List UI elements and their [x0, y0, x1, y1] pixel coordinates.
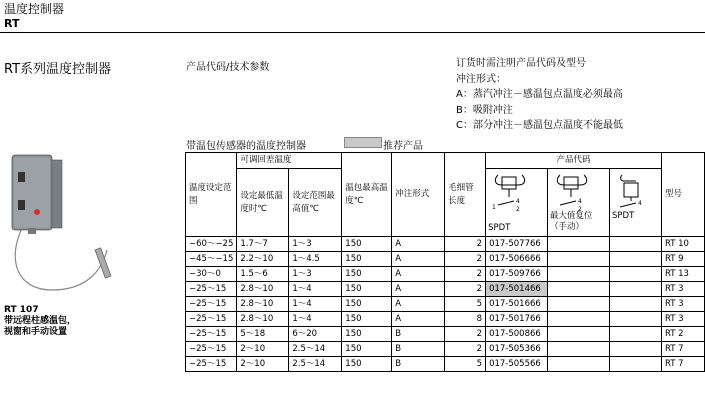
cell-diff-max: 1～3	[289, 237, 342, 252]
cell-code-spdt2	[610, 327, 662, 342]
cell-diff-max: 1～3	[289, 267, 342, 282]
order-note-c: C：部分冲注－感温包点温度不能最低	[456, 120, 623, 131]
cell-model: RT 13	[661, 267, 704, 282]
cell-diff-max: 1～4	[289, 282, 342, 297]
cell-charge: A	[392, 237, 445, 252]
cell-max-bulb: 150	[342, 327, 392, 342]
device-caption-model: RT 107	[4, 305, 39, 315]
legend-swatch	[344, 137, 382, 148]
cell-max-bulb: 150	[342, 342, 392, 357]
cell-max-bulb: 150	[342, 312, 392, 327]
cell-diff-max: 2.5～14	[289, 357, 342, 372]
cell-code-spdt: 017-500866	[486, 327, 548, 342]
table-row	[186, 282, 705, 297]
table-caption: 带温包传感器的温度控制器	[186, 141, 306, 152]
svg-text:4: 4	[638, 200, 642, 207]
cell-model: RT 7	[661, 342, 704, 357]
cell-diff-min: 2.2～10	[237, 252, 289, 267]
series-title: RT系列温度控制器	[4, 62, 112, 77]
params-title: 产品代码/技术参数	[186, 62, 270, 73]
svg-text:2: 2	[578, 206, 582, 211]
cell-temp-range: −30～0	[186, 267, 237, 282]
header-reset-cell	[548, 169, 610, 237]
cell-temp-range: −25～15	[186, 297, 237, 312]
spdt-box-switch-icon	[612, 171, 652, 211]
cell-code-spdt2	[610, 297, 662, 312]
header-temp-range: 温度设定范围	[186, 153, 237, 237]
cell-max-bulb: 150	[342, 252, 392, 267]
header-diff-max: 设定范围最高值℃	[289, 169, 342, 237]
svg-text:4: 4	[578, 198, 582, 205]
header-diff: 可调回差温度	[237, 153, 342, 169]
header-spdt2: SPDT	[612, 211, 635, 221]
cell-code-reset	[548, 297, 610, 312]
device-caption	[4, 305, 76, 338]
cell-diff-max: 1～4	[289, 297, 342, 312]
cell-model: RT 3	[661, 282, 704, 297]
legend-text: 推荐产品	[383, 141, 423, 152]
header-charge: 冲注形式	[392, 153, 445, 237]
table-row	[186, 342, 705, 357]
cell-diff-min: 1.5～6	[237, 267, 289, 282]
order-note-line2: 冲注形式：	[456, 73, 506, 85]
cell-code-reset	[548, 237, 610, 252]
cell-charge: B	[392, 342, 445, 357]
cell-diff-min: 2～10	[237, 357, 289, 372]
cell-temp-range: −25～15	[186, 327, 237, 342]
cell-capillary: 8	[445, 312, 486, 327]
header-spdt1-cell	[486, 169, 548, 237]
cell-code-spdt2	[610, 357, 662, 372]
cell-model: RT 7	[661, 357, 704, 372]
rt107-device-image	[2, 150, 112, 300]
cell-code-spdt2	[610, 282, 662, 297]
cell-capillary: 2	[445, 267, 486, 282]
order-note-line1: 订货时需注明产品代码及型号	[456, 58, 586, 69]
max-reset-switch-icon	[550, 171, 594, 211]
header-capillary: 毛细管长度	[445, 153, 486, 237]
cell-code-reset	[548, 252, 610, 267]
cell-code-spdt2	[610, 237, 662, 252]
cell-model: RT 10	[661, 237, 704, 252]
table-row	[186, 357, 705, 372]
cell-code-spdt2	[610, 252, 662, 267]
cell-code-reset	[548, 342, 610, 357]
cell-code-spdt2	[610, 267, 662, 282]
cell-max-bulb: 150	[342, 282, 392, 297]
device-illustration	[2, 150, 112, 300]
cell-diff-max: 2.5～14	[289, 342, 342, 357]
cell-capillary: 2	[445, 342, 486, 357]
cell-diff-min: 2～10	[237, 342, 289, 357]
page-header-code: RT	[4, 17, 20, 30]
cell-code-reset	[548, 327, 610, 342]
cell-capillary: 2	[445, 237, 486, 252]
cell-charge: A	[392, 297, 445, 312]
cell-model: RT 9	[661, 252, 704, 267]
order-note-a: A：蒸汽冲注－感温包点温度必须最高	[456, 89, 623, 100]
page-header-title: 温度控制器	[4, 2, 65, 16]
cell-code-spdt: 017-506666	[486, 252, 548, 267]
cell-charge: A	[392, 252, 445, 267]
table-row	[186, 252, 705, 267]
cell-diff-min: 5～18	[237, 327, 289, 342]
cell-model: RT 3	[661, 312, 704, 327]
header-divider	[0, 32, 705, 33]
svg-text:1: 1	[492, 204, 496, 211]
cell-temp-range: −25～15	[186, 312, 237, 327]
device-caption-line1: 带远程柱感温包，	[4, 316, 77, 326]
cell-capillary: 5	[445, 357, 486, 372]
cell-diff-min: 2.8～10	[237, 282, 289, 297]
cell-code-spdt: 017-501666	[486, 297, 548, 312]
cell-capillary: 2	[445, 327, 486, 342]
spdt-switch-icon	[488, 171, 532, 223]
cell-capillary: 5	[445, 297, 486, 312]
cell-code-spdt: 017-505566	[486, 357, 548, 372]
cell-temp-range: −60～−25	[186, 237, 237, 252]
cell-code-spdt: 017-501766	[486, 312, 548, 327]
cell-code-spdt: 017-509766	[486, 267, 548, 282]
device-caption-line2: 视窗和手动设置	[4, 327, 68, 337]
table-row	[186, 267, 705, 282]
spec-table-body	[186, 237, 705, 372]
cell-capillary: 2	[445, 282, 486, 297]
cell-diff-max: 6～20	[289, 327, 342, 342]
cell-code-reset	[548, 357, 610, 372]
order-note	[456, 56, 623, 134]
cell-model: RT 3	[661, 297, 704, 312]
cell-max-bulb: 150	[342, 297, 392, 312]
header-product-code: 产品代码	[486, 153, 662, 169]
spec-table	[185, 152, 705, 372]
cell-code-spdt: 017-501466	[486, 282, 548, 297]
cell-charge: B	[392, 357, 445, 372]
cell-charge: A	[392, 282, 445, 297]
cell-diff-min: 2.8～10	[237, 312, 289, 327]
cell-diff-min: 1.7～7	[237, 237, 289, 252]
table-row	[186, 297, 705, 312]
cell-diff-max: 1～4	[289, 312, 342, 327]
table-row	[186, 327, 705, 342]
header-model: 型号	[661, 153, 704, 237]
cell-charge: A	[392, 312, 445, 327]
cell-charge: B	[392, 327, 445, 342]
cell-charge: A	[392, 267, 445, 282]
cell-temp-range: −25～15	[186, 342, 237, 357]
cell-code-spdt2	[610, 342, 662, 357]
cell-temp-range: −45～−15	[186, 252, 237, 267]
cell-model: RT 2	[661, 327, 704, 342]
cell-code-spdt: 017-507766	[486, 237, 548, 252]
header-spdt2-cell	[610, 169, 662, 237]
cell-temp-range: −25～15	[186, 282, 237, 297]
cell-max-bulb: 150	[342, 357, 392, 372]
cell-max-bulb: 150	[342, 267, 392, 282]
header-diff-min: 设定最低温度时℃	[237, 169, 289, 237]
cell-capillary: 2	[445, 252, 486, 267]
cell-max-bulb: 150	[342, 237, 392, 252]
cell-diff-max: 1～4.5	[289, 252, 342, 267]
order-note-b: B：吸附冲注	[456, 104, 513, 116]
cell-code-reset	[548, 312, 610, 327]
cell-code-spdt2	[610, 312, 662, 327]
table-row	[186, 237, 705, 252]
cell-code-reset	[548, 282, 610, 297]
table-row	[186, 312, 705, 327]
header-spdt1: SPDT	[488, 223, 511, 233]
svg-text:4: 4	[516, 198, 520, 205]
header-reset: 最大值复位（手动）	[550, 211, 593, 232]
svg-text:2: 2	[516, 206, 520, 213]
cell-diff-min: 2.8～10	[237, 297, 289, 312]
cell-code-reset	[548, 267, 610, 282]
header-max-bulb: 温包最高温度℃	[342, 153, 392, 237]
cell-code-spdt: 017-505366	[486, 342, 548, 357]
cell-temp-range: −25～15	[186, 357, 237, 372]
